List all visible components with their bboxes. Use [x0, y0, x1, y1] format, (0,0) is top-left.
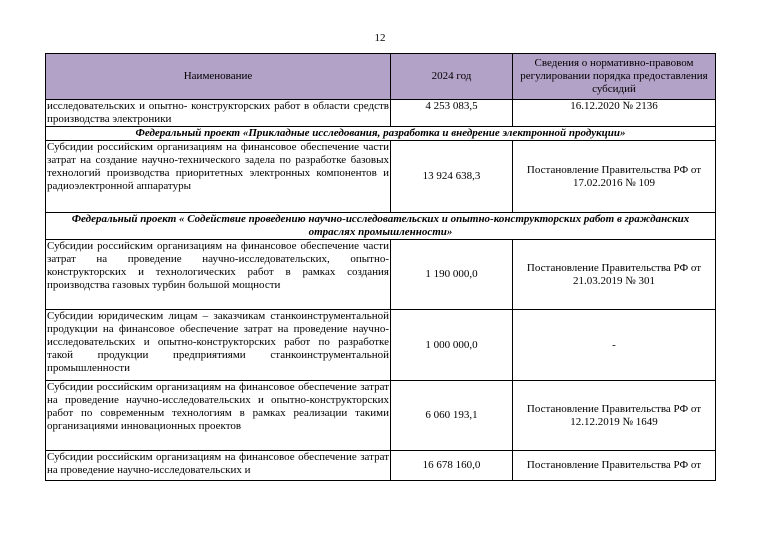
row-description: исследовательских и опытно- конструкторских работ в области средств производства электроники [47, 100, 389, 125]
table-row [46, 381, 716, 451]
row-description: Субсидии российским организациям на финансовое обеспечение затрат на проведение научно-исследовательских и [46, 451, 391, 481]
header-regulation: Сведения о нормативно-правовом регулировании порядка предоставления субсидий [513, 54, 716, 100]
table-row [46, 240, 716, 310]
row-regulation: 16.12.2020 № 2136 [513, 100, 716, 127]
row-regulation: - [513, 310, 716, 381]
row-regulation: Постановление Правительства РФ от 12.12.2019 № 1649 [513, 381, 716, 451]
section-row [46, 127, 716, 141]
row-amount: 13 924 638,3 [391, 141, 513, 213]
row-amount: 1 190 000,0 [391, 240, 513, 310]
row-regulation: Постановление Правительства РФ от 21.03.2019 № 301 [513, 240, 716, 310]
row-regulation: Постановление Правительства РФ от 17.02.2016 № 109 [513, 141, 716, 213]
table-row [46, 100, 716, 127]
section-title: Федеральный проект « Содействие проведению научно-исследовательских и опытно-конструкторских работ в гражданских отраслях промышленности» [46, 213, 716, 240]
row-description: Субсидии юридическим лицам – заказчикам станкоинструментальной продукции на финансовое обеспечение затрат на проведение научно-исследовательских и опытно-конструкторских работ по разработке такой продукции предприятиями станкоинструментальной промышленности [46, 310, 391, 381]
row-description: Субсидии российским организациям на финансовое обеспечение затрат на проведение научно-исследовательских и опытно-конструкторских работ по современным технологиям в рамках реализации такими организациями инновационных проектов [46, 381, 391, 451]
page-number: 12 [374, 32, 386, 44]
table-header-row [46, 54, 716, 100]
section-title: Федеральный проект «Прикладные исследования, разработка и внедрение электронной продукции» [46, 127, 716, 141]
section-row [46, 213, 716, 240]
row-amount: 4 253 083,5 [391, 100, 513, 127]
row-amount: 6 060 193,1 [391, 381, 513, 451]
row-amount: 16 678 160,0 [391, 451, 513, 481]
row-regulation: Постановление Правительства РФ от [513, 451, 716, 481]
subsidy-table [45, 53, 716, 481]
row-description: Субсидии российским организациям на финансовое обеспечение части затрат на создание научно-технического задела по разработке базовых технологий производства приоритетных электронных компонентов и радиоэлектронной аппаратуры [46, 141, 391, 213]
header-year: 2024 год [391, 54, 513, 100]
table-row [46, 141, 716, 213]
header-name: Наименование [46, 54, 391, 100]
table-row [46, 451, 716, 481]
row-description: Субсидии российским организациям на финансовое обеспечение части затрат на проведение научно-исследовательских, опытно-конструкторских и технологических работ в рамках создания производства газовых турбин большой мощности [46, 240, 391, 310]
row-amount: 1 000 000,0 [391, 310, 513, 381]
table-row [46, 310, 716, 381]
